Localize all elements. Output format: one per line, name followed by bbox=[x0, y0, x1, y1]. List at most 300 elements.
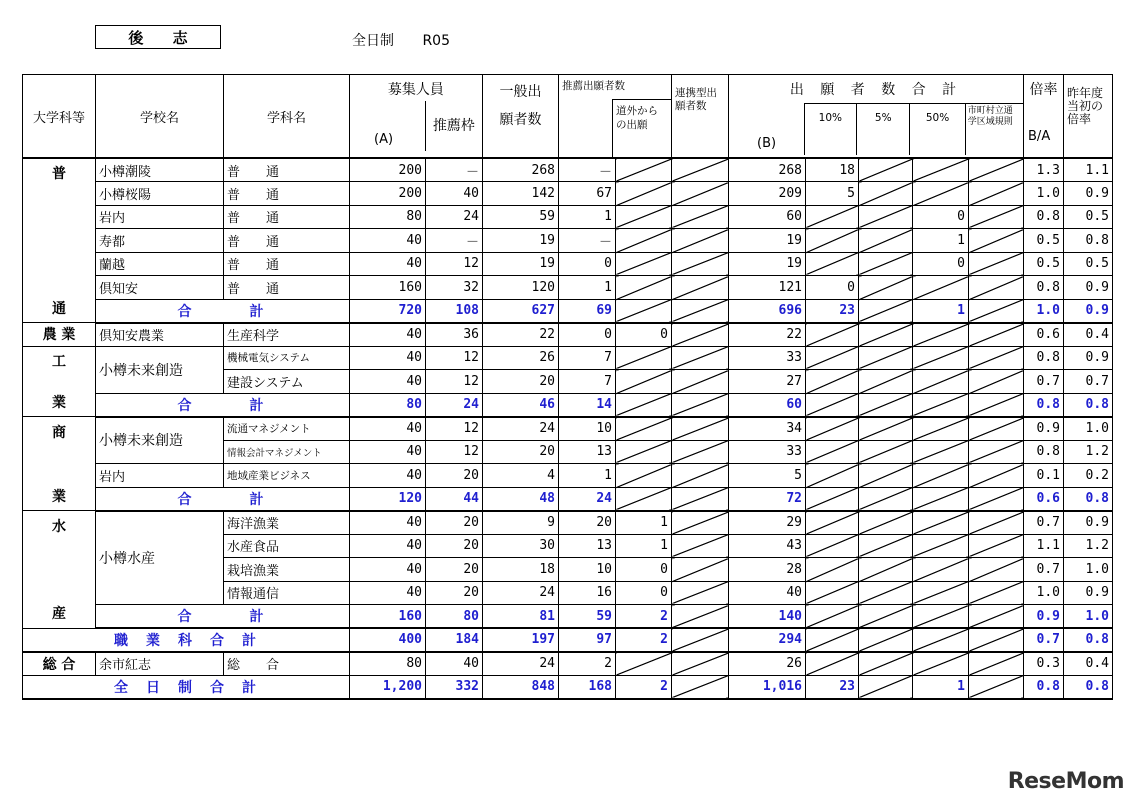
school-name: 小樽未来創造 bbox=[96, 417, 224, 464]
cell-p5 bbox=[859, 487, 913, 511]
cell-p50 bbox=[913, 158, 969, 182]
cell-prev: 0.2 bbox=[1064, 464, 1113, 488]
cell-total: 696 bbox=[729, 299, 806, 323]
cell-rec_quota: － bbox=[426, 229, 483, 253]
cell-ratio: 0.8 bbox=[1024, 440, 1064, 464]
cell-general: 120 bbox=[483, 276, 559, 300]
cell-p10 bbox=[806, 652, 859, 676]
cell-p50 bbox=[913, 464, 969, 488]
col-rec-quota: 推薦枠 bbox=[425, 101, 482, 151]
subtotal-label: 合 計 bbox=[96, 393, 350, 417]
cell-p10 bbox=[806, 229, 859, 253]
cell-quota: 120 bbox=[350, 487, 426, 511]
cell-p10: 23 bbox=[806, 675, 859, 699]
cell-link bbox=[672, 440, 729, 464]
table-row bbox=[23, 675, 1113, 699]
cell-quota: 200 bbox=[350, 182, 426, 206]
cell-rec: 24 bbox=[559, 487, 616, 511]
cell-p10 bbox=[806, 628, 859, 652]
cell-ratio: 0.8 bbox=[1024, 346, 1064, 370]
school-name: 寿都 bbox=[96, 229, 224, 253]
cell-general: 59 bbox=[483, 205, 559, 229]
school-name: 小樽未来創造 bbox=[96, 346, 224, 393]
cell-p50 bbox=[913, 558, 969, 582]
cell-p10 bbox=[806, 487, 859, 511]
cell-p10 bbox=[806, 370, 859, 394]
cell-ratio: 0.7 bbox=[1024, 511, 1064, 535]
cell-link bbox=[672, 675, 729, 699]
cell-rec: 13 bbox=[559, 440, 616, 464]
cell-p50 bbox=[913, 417, 969, 441]
cell-general: 30 bbox=[483, 534, 559, 558]
cell-rec_quota: 36 bbox=[426, 323, 483, 347]
cell-p5 bbox=[859, 675, 913, 699]
table-row bbox=[23, 158, 1113, 182]
cell-link bbox=[672, 299, 729, 323]
cell-rec_quota: 184 bbox=[426, 628, 483, 652]
subject-name: 栽培漁業 bbox=[224, 558, 350, 582]
cell-rec: 7 bbox=[559, 346, 616, 370]
cell-quota: 80 bbox=[350, 652, 426, 676]
cell-rec: 69 bbox=[559, 299, 616, 323]
cell-rec_quota: 12 bbox=[426, 417, 483, 441]
cell-p50 bbox=[913, 370, 969, 394]
cell-rec_quota: 32 bbox=[426, 276, 483, 300]
subject-name: 情報会計マネジメント bbox=[224, 440, 350, 464]
cell-muni bbox=[969, 581, 1024, 605]
cell-link bbox=[672, 652, 729, 676]
cell-p10 bbox=[806, 464, 859, 488]
cell-p10: 0 bbox=[806, 276, 859, 300]
cell-p5 bbox=[859, 182, 913, 206]
col-quota: 募集人員 (A) 推薦枠 bbox=[350, 75, 483, 159]
cell-prev: 0.8 bbox=[1064, 675, 1113, 699]
school-name: 蘭越 bbox=[96, 252, 224, 276]
cell-out bbox=[616, 393, 672, 417]
subtotal-label: 合 計 bbox=[96, 299, 350, 323]
cell-prev: 0.9 bbox=[1064, 511, 1113, 535]
col-rec: 推薦出願者数 道外からの出願 bbox=[559, 75, 672, 159]
cell-p10: 23 bbox=[806, 299, 859, 323]
cell-rec_quota: 44 bbox=[426, 487, 483, 511]
cell-general: 24 bbox=[483, 417, 559, 441]
cell-link bbox=[672, 370, 729, 394]
cell-total: 5 bbox=[729, 464, 806, 488]
cell-link bbox=[672, 276, 729, 300]
cell-rec: 2 bbox=[559, 652, 616, 676]
cell-general: 848 bbox=[483, 675, 559, 699]
cell-general: 19 bbox=[483, 229, 559, 253]
cell-p10 bbox=[806, 440, 859, 464]
cell-p10 bbox=[806, 205, 859, 229]
cell-rec: 14 bbox=[559, 393, 616, 417]
cell-muni bbox=[969, 628, 1024, 652]
cell-general: 22 bbox=[483, 323, 559, 347]
cell-quota: 720 bbox=[350, 299, 426, 323]
cell-link bbox=[672, 252, 729, 276]
cell-ratio: 0.5 bbox=[1024, 229, 1064, 253]
subject-name: 普 通 bbox=[224, 276, 350, 300]
school-name: 岩内 bbox=[96, 464, 224, 488]
cell-p5 bbox=[859, 417, 913, 441]
cell-p5 bbox=[859, 299, 913, 323]
cell-total: 121 bbox=[729, 276, 806, 300]
cell-p50 bbox=[913, 182, 969, 206]
cell-ratio: 0.8 bbox=[1024, 393, 1064, 417]
cell-p5 bbox=[859, 581, 913, 605]
cell-ratio: 1.0 bbox=[1024, 299, 1064, 323]
cell-prev: 0.9 bbox=[1064, 276, 1113, 300]
cell-p50 bbox=[913, 511, 969, 535]
cell-out bbox=[616, 417, 672, 441]
cell-p50: 1 bbox=[913, 675, 969, 699]
cell-p5 bbox=[859, 558, 913, 582]
cell-ratio: 0.5 bbox=[1024, 252, 1064, 276]
cell-muni bbox=[969, 440, 1024, 464]
cell-rec_quota: 12 bbox=[426, 440, 483, 464]
subject-name: 普 通 bbox=[224, 229, 350, 253]
cell-rec: 16 bbox=[559, 581, 616, 605]
region-title: 後 志 bbox=[95, 25, 221, 49]
cell-ratio: 0.6 bbox=[1024, 323, 1064, 347]
cell-p50: 1 bbox=[913, 229, 969, 253]
cell-quota: 40 bbox=[350, 346, 426, 370]
category-cell: 商 業 bbox=[23, 417, 96, 511]
cell-quota: 40 bbox=[350, 323, 426, 347]
cell-link bbox=[672, 605, 729, 629]
school-name: 小樽潮陵 bbox=[96, 158, 224, 182]
cell-rec: 97 bbox=[559, 628, 616, 652]
cell-p5 bbox=[859, 464, 913, 488]
cell-prev: 0.5 bbox=[1064, 205, 1113, 229]
cell-ratio: 0.6 bbox=[1024, 487, 1064, 511]
cell-link bbox=[672, 229, 729, 253]
year-label: R05 bbox=[422, 33, 450, 49]
cell-prev: 0.9 bbox=[1064, 299, 1113, 323]
cell-total: 19 bbox=[729, 229, 806, 253]
category-cell: 農 業 bbox=[23, 323, 96, 347]
cell-p50 bbox=[913, 440, 969, 464]
cell-muni bbox=[969, 205, 1024, 229]
cell-quota: 400 bbox=[350, 628, 426, 652]
cell-prev: 0.4 bbox=[1064, 652, 1113, 676]
cell-p10 bbox=[806, 252, 859, 276]
cell-link bbox=[672, 534, 729, 558]
cell-ratio: 1.3 bbox=[1024, 158, 1064, 182]
subject-name: 機械電気システム bbox=[224, 346, 350, 370]
subject-name: 海洋漁業 bbox=[224, 511, 350, 535]
cell-p5 bbox=[859, 652, 913, 676]
cell-general: 20 bbox=[483, 440, 559, 464]
cell-out: 0 bbox=[616, 323, 672, 347]
cell-p10 bbox=[806, 534, 859, 558]
cell-prev: 1.1 bbox=[1064, 158, 1113, 182]
cell-p5 bbox=[859, 346, 913, 370]
cell-general: 627 bbox=[483, 299, 559, 323]
cell-muni bbox=[969, 605, 1024, 629]
cell-prev: 1.2 bbox=[1064, 534, 1113, 558]
cell-p5 bbox=[859, 229, 913, 253]
cell-out bbox=[616, 182, 672, 206]
cell-rec: － bbox=[559, 158, 616, 182]
cell-p5 bbox=[859, 440, 913, 464]
cell-total: 60 bbox=[729, 205, 806, 229]
school-name: 余市紅志 bbox=[96, 652, 224, 676]
cell-p10 bbox=[806, 558, 859, 582]
cell-out bbox=[616, 158, 672, 182]
subject-name: 総 合 bbox=[224, 652, 350, 676]
cell-ratio: 1.1 bbox=[1024, 534, 1064, 558]
col-prev: 昨年度当初の倍率 bbox=[1064, 75, 1113, 159]
cell-quota: 40 bbox=[350, 417, 426, 441]
table-row bbox=[23, 628, 1113, 652]
cell-prev: 0.8 bbox=[1064, 487, 1113, 511]
cell-p50: 1 bbox=[913, 299, 969, 323]
cell-p5 bbox=[859, 393, 913, 417]
cell-general: 48 bbox=[483, 487, 559, 511]
cell-link bbox=[672, 417, 729, 441]
cell-ratio: 1.0 bbox=[1024, 581, 1064, 605]
cell-prev: 0.8 bbox=[1064, 628, 1113, 652]
cell-prev: 1.0 bbox=[1064, 605, 1113, 629]
subject-name: 生産科学 bbox=[224, 323, 350, 347]
cell-muni bbox=[969, 299, 1024, 323]
cell-out: 2 bbox=[616, 605, 672, 629]
cell-prev: 0.9 bbox=[1064, 346, 1113, 370]
subject-name: 普 通 bbox=[224, 252, 350, 276]
cell-total: 29 bbox=[729, 511, 806, 535]
cell-rec: 0 bbox=[559, 252, 616, 276]
cell-total: 209 bbox=[729, 182, 806, 206]
cell-rec_quota: 40 bbox=[426, 652, 483, 676]
table-row bbox=[23, 652, 1113, 676]
header-sub bbox=[352, 30, 474, 50]
cell-prev: 1.2 bbox=[1064, 440, 1113, 464]
grand-total-label: 全 日 制 合 計 bbox=[23, 675, 350, 699]
cell-p10 bbox=[806, 417, 859, 441]
cell-ratio: 0.8 bbox=[1024, 276, 1064, 300]
cell-ratio: 0.1 bbox=[1024, 464, 1064, 488]
cell-rec_quota: 20 bbox=[426, 581, 483, 605]
cell-link bbox=[672, 628, 729, 652]
cell-out bbox=[616, 205, 672, 229]
col-ratio: 倍率 B/A bbox=[1024, 75, 1064, 159]
cell-rec: 59 bbox=[559, 605, 616, 629]
cell-out bbox=[616, 252, 672, 276]
cell-total: 33 bbox=[729, 440, 806, 464]
cell-ratio: 0.7 bbox=[1024, 558, 1064, 582]
cell-p50: 0 bbox=[913, 252, 969, 276]
table-row bbox=[23, 393, 1113, 417]
cell-rec: 67 bbox=[559, 182, 616, 206]
cell-link bbox=[672, 182, 729, 206]
cell-rec_quota: 12 bbox=[426, 252, 483, 276]
cell-p50 bbox=[913, 581, 969, 605]
cell-out bbox=[616, 652, 672, 676]
cell-p50 bbox=[913, 393, 969, 417]
cell-rec: 1 bbox=[559, 276, 616, 300]
cell-general: 18 bbox=[483, 558, 559, 582]
cell-total: 60 bbox=[729, 393, 806, 417]
cell-muni bbox=[969, 393, 1024, 417]
cell-rec: 168 bbox=[559, 675, 616, 699]
cell-total: 34 bbox=[729, 417, 806, 441]
cell-p10 bbox=[806, 605, 859, 629]
cell-ratio: 0.7 bbox=[1024, 628, 1064, 652]
cell-out bbox=[616, 487, 672, 511]
cell-link bbox=[672, 464, 729, 488]
applicant-table bbox=[22, 74, 1113, 700]
cell-muni bbox=[969, 558, 1024, 582]
cell-prev: 0.5 bbox=[1064, 252, 1113, 276]
cell-p50 bbox=[913, 652, 969, 676]
cell-prev: 0.8 bbox=[1064, 393, 1113, 417]
cell-general: 19 bbox=[483, 252, 559, 276]
cell-prev: 0.9 bbox=[1064, 182, 1113, 206]
cell-p50 bbox=[913, 605, 969, 629]
cell-muni bbox=[969, 511, 1024, 535]
cell-quota: 80 bbox=[350, 205, 426, 229]
cell-rec_quota: 20 bbox=[426, 464, 483, 488]
cell-total: 28 bbox=[729, 558, 806, 582]
col-school: 学校名 bbox=[96, 75, 224, 159]
cell-general: 197 bbox=[483, 628, 559, 652]
cell-p5 bbox=[859, 511, 913, 535]
cell-p50 bbox=[913, 534, 969, 558]
cell-p5 bbox=[859, 252, 913, 276]
cell-out: 2 bbox=[616, 675, 672, 699]
cell-total: 72 bbox=[729, 487, 806, 511]
subject-name: 情報通信 bbox=[224, 581, 350, 605]
table-row bbox=[23, 464, 1113, 488]
cell-out: 0 bbox=[616, 581, 672, 605]
cell-rec_quota: 24 bbox=[426, 205, 483, 229]
cell-quota: 40 bbox=[350, 511, 426, 535]
cell-muni bbox=[969, 252, 1024, 276]
cell-ratio: 0.8 bbox=[1024, 675, 1064, 699]
subtotal-label: 合 計 bbox=[96, 605, 350, 629]
cell-link bbox=[672, 205, 729, 229]
cell-muni bbox=[969, 487, 1024, 511]
cell-ratio: 0.3 bbox=[1024, 652, 1064, 676]
table-row bbox=[23, 511, 1113, 535]
cell-quota: 160 bbox=[350, 276, 426, 300]
cell-p50 bbox=[913, 628, 969, 652]
school-name: 小樽水産 bbox=[96, 511, 224, 605]
cell-rec: － bbox=[559, 229, 616, 253]
cell-p5 bbox=[859, 158, 913, 182]
cell-p5 bbox=[859, 370, 913, 394]
cell-out: 1 bbox=[616, 534, 672, 558]
cell-general: 9 bbox=[483, 511, 559, 535]
col-rec-out: 道外からの出願 bbox=[612, 99, 671, 157]
cell-rec_quota: 24 bbox=[426, 393, 483, 417]
cell-link bbox=[672, 581, 729, 605]
table-row bbox=[23, 323, 1113, 347]
cell-rec: 0 bbox=[559, 323, 616, 347]
cell-muni bbox=[969, 158, 1024, 182]
cell-p50 bbox=[913, 323, 969, 347]
cell-link bbox=[672, 323, 729, 347]
cell-rec: 10 bbox=[559, 417, 616, 441]
school-name: 倶知安農業 bbox=[96, 323, 224, 347]
col-general: 一般出 願者数 bbox=[483, 75, 559, 159]
cell-total: 19 bbox=[729, 252, 806, 276]
cell-rec_quota: 80 bbox=[426, 605, 483, 629]
cell-general: 142 bbox=[483, 182, 559, 206]
category-cell: 総 合 bbox=[23, 652, 96, 676]
cell-total: 1,016 bbox=[729, 675, 806, 699]
school-name: 倶知安 bbox=[96, 276, 224, 300]
cell-p10: 18 bbox=[806, 158, 859, 182]
cell-muni bbox=[969, 182, 1024, 206]
cell-out bbox=[616, 464, 672, 488]
cell-quota: 40 bbox=[350, 558, 426, 582]
subject-name: 地域産業ビジネス bbox=[224, 464, 350, 488]
cell-total: 26 bbox=[729, 652, 806, 676]
cell-muni bbox=[969, 229, 1024, 253]
cell-total: 22 bbox=[729, 323, 806, 347]
cell-prev: 1.0 bbox=[1064, 558, 1113, 582]
cell-general: 20 bbox=[483, 370, 559, 394]
cell-p50 bbox=[913, 346, 969, 370]
subject-name: 普 通 bbox=[224, 158, 350, 182]
cell-total: 294 bbox=[729, 628, 806, 652]
category-cell: 普 通 bbox=[23, 158, 96, 323]
cell-out bbox=[616, 370, 672, 394]
cell-p5 bbox=[859, 628, 913, 652]
cell-p5 bbox=[859, 534, 913, 558]
cell-rec_quota: 20 bbox=[426, 511, 483, 535]
cell-quota: 1,200 bbox=[350, 675, 426, 699]
cell-general: 81 bbox=[483, 605, 559, 629]
system-label: 全日制 bbox=[352, 33, 394, 49]
cell-total: 268 bbox=[729, 158, 806, 182]
cell-quota: 40 bbox=[350, 370, 426, 394]
cell-muni bbox=[969, 323, 1024, 347]
cell-link bbox=[672, 158, 729, 182]
cell-general: 268 bbox=[483, 158, 559, 182]
cell-muni bbox=[969, 370, 1024, 394]
cell-muni bbox=[969, 675, 1024, 699]
cell-muni bbox=[969, 346, 1024, 370]
cell-p10 bbox=[806, 581, 859, 605]
cell-quota: 40 bbox=[350, 581, 426, 605]
cell-general: 24 bbox=[483, 581, 559, 605]
cell-prev: 0.8 bbox=[1064, 229, 1113, 253]
cell-total: 27 bbox=[729, 370, 806, 394]
cell-rec_quota: 332 bbox=[426, 675, 483, 699]
col-total: 出 願 者 数 合 計 (B) 10% 5% 50% 市町村立通学区域規則 bbox=[729, 75, 1024, 159]
cell-out bbox=[616, 276, 672, 300]
cell-rec: 1 bbox=[559, 205, 616, 229]
cell-total: 33 bbox=[729, 346, 806, 370]
cell-quota: 40 bbox=[350, 464, 426, 488]
table-row bbox=[23, 182, 1113, 206]
table-row bbox=[23, 417, 1113, 441]
cell-ratio: 0.7 bbox=[1024, 370, 1064, 394]
category-cell: 水 産 bbox=[23, 511, 96, 629]
cell-muni bbox=[969, 652, 1024, 676]
cell-p5 bbox=[859, 323, 913, 347]
school-name: 岩内 bbox=[96, 205, 224, 229]
cell-quota: 200 bbox=[350, 158, 426, 182]
subject-name: 普 通 bbox=[224, 205, 350, 229]
table-row bbox=[23, 229, 1113, 253]
cell-out bbox=[616, 346, 672, 370]
cell-rec: 1 bbox=[559, 464, 616, 488]
cell-quota: 40 bbox=[350, 440, 426, 464]
